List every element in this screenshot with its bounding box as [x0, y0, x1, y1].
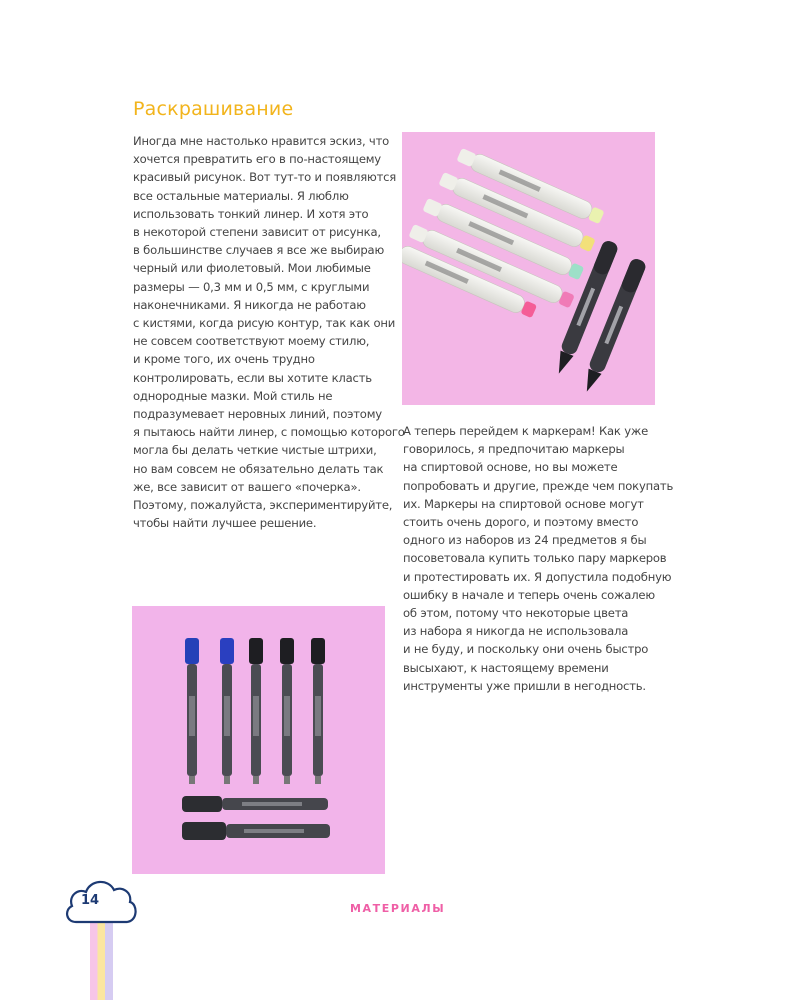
- text-line: Поэтому, пожалуйста, экспериментируйте,: [133, 498, 393, 513]
- text-line: с кистями, когда рисую контур, так как они: [133, 316, 396, 331]
- vertical-pen: [220, 638, 234, 784]
- text-line: не совсем соответствуют моему стилю,: [133, 334, 370, 349]
- text-line: ошибку в начале и теперь очень сожалею: [403, 587, 655, 602]
- text-line: инструменты уже пришли в негодность.: [403, 678, 646, 693]
- text-line: в большинстве случаев я все же выбираю: [133, 243, 385, 258]
- text-line: чтобы найти лучшее решение.: [133, 516, 317, 531]
- text-line: в некоторой степени зависит от рисунка,: [133, 225, 381, 240]
- text-line: стоить очень дорого, и поэтому вместо: [403, 515, 639, 530]
- text-line: их. Маркеры на спиртовой основе могут: [403, 496, 644, 511]
- text-line: высыхают, к настоящему времени: [403, 660, 609, 675]
- text-line: об этом, потому что некоторые цвета: [403, 606, 629, 621]
- text-line: посоветовала купить только пару маркеров: [403, 551, 667, 566]
- liners-illustration: [132, 606, 385, 874]
- text-line: из набора я никогда не использовала: [403, 624, 629, 639]
- markers-illustration: [402, 132, 655, 405]
- text-line: я пытаюсь найти линер, с помощью которого: [133, 425, 405, 440]
- page-number: 14: [80, 893, 100, 908]
- liners-photo: [132, 606, 385, 874]
- text-line: и кроме того, их очень трудно: [133, 352, 315, 367]
- right-text-column: [403, 422, 674, 695]
- text-line: размеры — 0,3 мм и 0,5 мм, с круглыми: [133, 279, 370, 294]
- text-line: попробовать и другие, прежде чем покупать: [403, 478, 674, 493]
- section-heading: Раскрашивание: [133, 98, 294, 120]
- text-line: контролировать, если вы хотите класть: [133, 370, 372, 385]
- horizontal-pen: [182, 796, 328, 812]
- text-line: говорилось, я предпочитаю маркеры: [403, 442, 625, 457]
- text-line: однородные мазки. Мой стиль не: [133, 388, 333, 403]
- text-line: Иногда мне настолько нравится эскиз, что: [133, 134, 390, 148]
- vertical-pen: [311, 638, 325, 784]
- text-line: все остальные материалы. Я люблю: [133, 188, 349, 203]
- text-line: использовать тонкий линер. И хотя это: [133, 206, 369, 221]
- text-line: черный или фиолетовый. Мои любимые: [133, 261, 371, 276]
- text-line: же, все зависит от вашего «почерка».: [133, 479, 361, 494]
- text-line: хочется превратить его в по-настоящему: [133, 152, 381, 167]
- text-line: и протестировать их. Я допустила подобную: [403, 569, 672, 584]
- text-line: и не буду, и поскольку они очень быстро: [403, 642, 649, 657]
- text-line: могла бы делать четкие чистые штрихи,: [133, 443, 377, 458]
- vertical-pen: [185, 638, 199, 784]
- markers-photo: [402, 132, 655, 405]
- running-footer-title: МАТЕРИАЛЫ: [350, 902, 446, 915]
- vertical-pen: [280, 638, 294, 784]
- vertical-pen: [249, 638, 263, 784]
- left-text-column: [133, 132, 405, 532]
- text-line: одного из наборов из 24 предметов я бы: [403, 533, 647, 548]
- text-line: на спиртовой основе, но вы можете: [403, 460, 618, 475]
- text-line: красивый рисунок. Вот тут-то и появляются: [133, 170, 397, 185]
- text-line: А теперь перейдем к маркерам! Как уже: [403, 424, 649, 438]
- text-line: наконечниками. Я никогда не работаю: [133, 297, 366, 312]
- text-line: но вам совсем не обязательно делать так: [133, 461, 384, 476]
- horizontal-pen: [182, 822, 330, 840]
- footer-color-tab: [90, 918, 113, 1000]
- text-line: подразумевает неровных линий, поэтому: [133, 407, 382, 422]
